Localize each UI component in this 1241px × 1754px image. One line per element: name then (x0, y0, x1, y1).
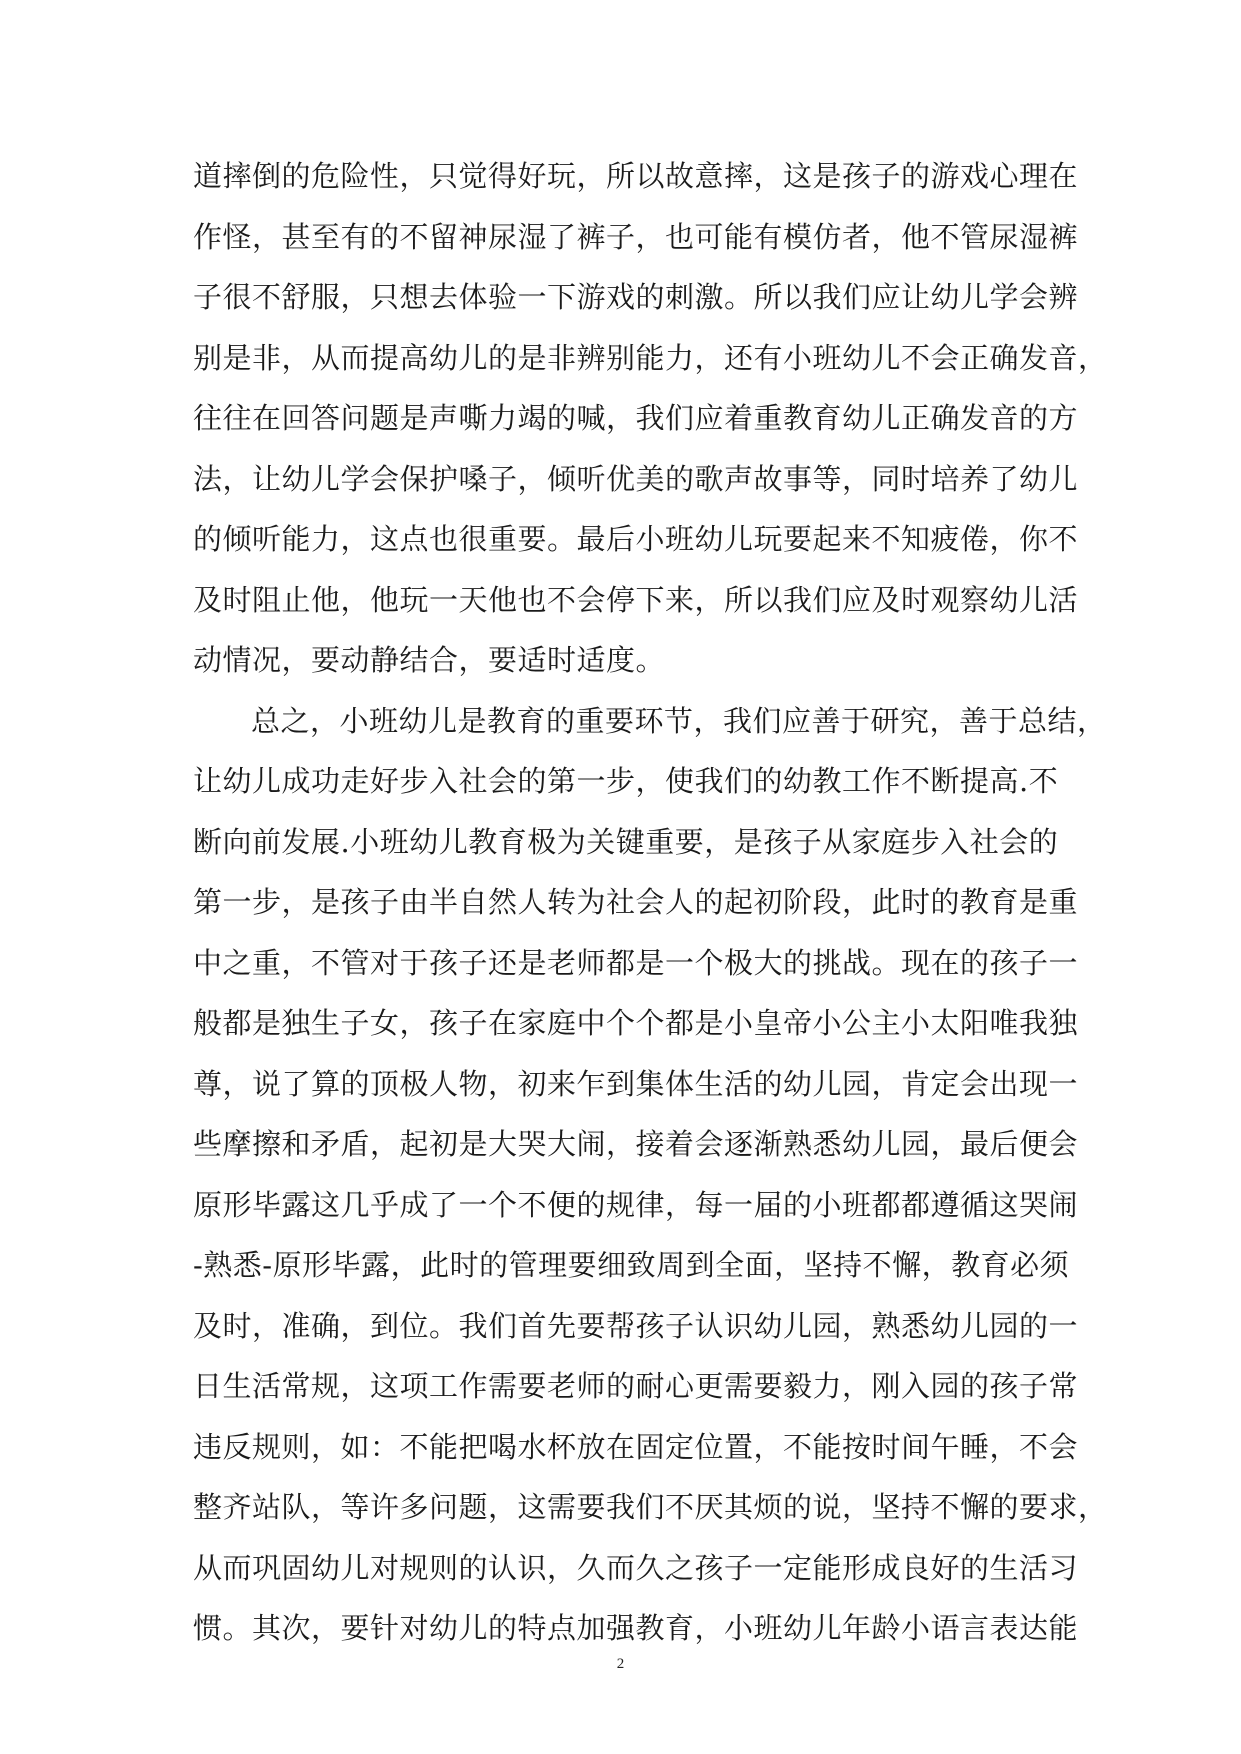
text-line: 及时，准确，到位。我们首先要帮孩子认识幼儿园，熟悉幼儿园的一 (193, 1308, 1079, 1343)
text-line: 断向前发展.小班幼儿教育极为关键重要，是孩子从家庭步入社会的 (193, 824, 1059, 859)
text-line: 般都是独生子女，孩子在家庭中个个都是小皇帝小公主小太阳唯我独 (193, 1006, 1079, 1040)
text-line: 道摔倒的危险性，只觉得好玩，所以故意摔，这是孩子的游戏心理在 (193, 159, 1079, 193)
paragraph-1 (193, 146, 1108, 691)
text-line: 的倾听能力，这点也很重要。最后小班幼儿玩要起来不知疲倦，你不 (193, 522, 1079, 556)
text-line: 整齐站队，等许多问题，这需要我们不厌其烦的说，坚持不懈的要求， (193, 1490, 1108, 1524)
text-line: 中之重，不管对于孩子还是老师都是一个极大的挑战。现在的孩子一 (193, 945, 1079, 980)
text-line: 动情况，要动静结合，要适时适度。 (193, 643, 666, 677)
text-line: 别是非，从而提高幼儿的是非辨别能力，还有小班幼儿不会正确发音， (193, 340, 1108, 375)
paragraph-2 (193, 691, 1108, 1659)
text-line: 违反规则，如：不能把喝水杯放在固定位置，不能按时间午睡，不会 (193, 1429, 1079, 1464)
text-line: 日生活常规，这项工作需要老师的耐心更需要毅力，刚入园的孩子常 (193, 1369, 1079, 1403)
text-line: 及时阻止他，他玩一天他也不会停下来，所以我们应及时观察幼儿活 (193, 582, 1079, 617)
text-line: 尊，说了算的顶极人物，初来乍到集体生活的幼儿园，肯定会出现一 (193, 1066, 1079, 1101)
text-line: 总之，小班幼儿是教育的重要环节，我们应善于研究，善于总结， (251, 703, 1107, 738)
text-line: -熟悉-原形毕露，此时的管理要细致周到全面，坚持不懈，教育必须 (193, 1248, 1070, 1282)
text-line: 从而巩固幼儿对规则的认识，久而久之孩子一定能形成良好的生活习 (193, 1550, 1079, 1585)
page-number: 2 (616, 1656, 625, 1672)
text-line: 原形毕露这几乎成了一个不便的规律，每一届的小班都都遵循这哭闹 (193, 1187, 1079, 1222)
text-line: 作怪，甚至有的不留神尿湿了裤子，也可能有模仿者，他不管尿湿裤 (193, 219, 1079, 254)
text-line: 子很不舒服，只想去体验一下游戏的刺激。所以我们应让幼儿学会辨 (193, 280, 1079, 314)
text-line: 让幼儿成功走好步入社会的第一步，使我们的幼教工作不断提高.不 (193, 764, 1059, 798)
text-line: 第一步，是孩子由半自然人转为社会人的起初阶段，此时的教育是重 (193, 885, 1079, 919)
text-line: 往往在回答问题是声嘶力竭的喊，我们应着重教育幼儿正确发音的方 (193, 401, 1079, 435)
text-line: 惯。其次，要针对幼儿的特点加强教育，小班幼儿年龄小语言表达能 (193, 1611, 1079, 1645)
text-line: 法，让幼儿学会保护嗓子，倾听优美的歌声故事等，同时培养了幼儿 (193, 461, 1079, 496)
body-text (193, 146, 1108, 1659)
text-line: 些摩擦和矛盾，起初是大哭大闹，接着会逐渐熟悉幼儿园，最后便会 (193, 1127, 1079, 1161)
